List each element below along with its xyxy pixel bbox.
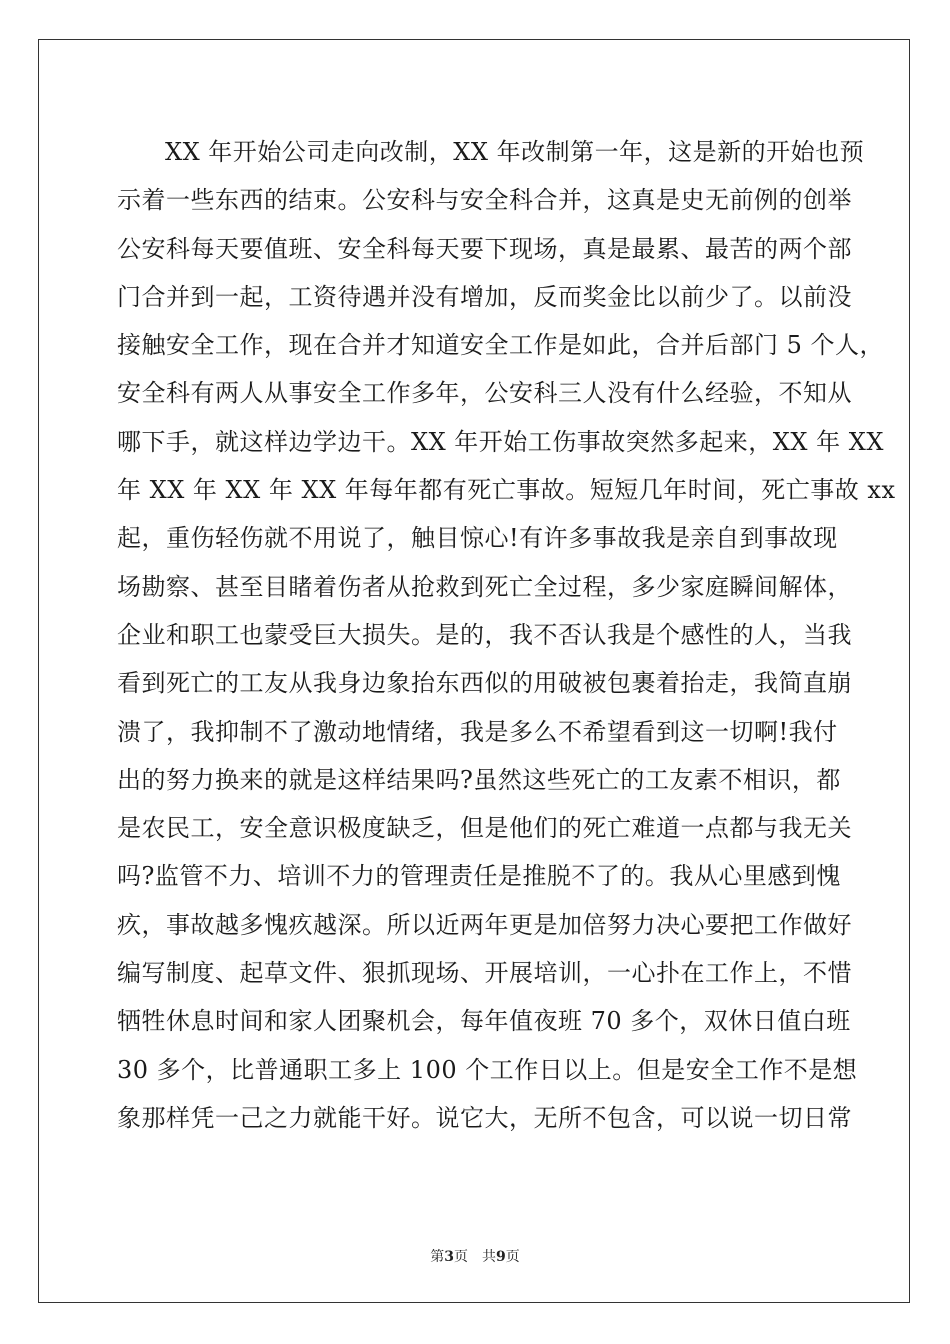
text-line: 企业和职工也蒙受巨大损失。是的，我不否认我是个感性的人，当我 bbox=[117, 620, 852, 649]
total-suffix: 页 bbox=[505, 1249, 520, 1265]
document-body bbox=[117, 128, 896, 1142]
text-line: 哪下手，就这样边学边干。XX 年开始工伤事故突然多起来，XX 年 XX bbox=[117, 427, 884, 456]
page-suffix: 页 bbox=[454, 1249, 468, 1265]
text-line: 疚，事故越多愧疚越深。所以近两年更是加倍努力决心要把工作做好 bbox=[117, 910, 852, 939]
text-line: 看到死亡的工友从我身边象抬东西似的用破被包裹着抬走，我简直崩 bbox=[117, 669, 852, 698]
text-line: 编写制度、起草文件、狠抓现场、开展培训，一心扑在工作上，不惜 bbox=[117, 959, 852, 988]
text-line: 安全科有两人从事安全工作多年，公安科三人没有什么经验，不知从 bbox=[117, 379, 852, 408]
text-line: 公安科每天要值班、安全科每天要下现场，真是最累、最苦的两个部 bbox=[117, 234, 852, 263]
page-footer bbox=[0, 1246, 950, 1266]
text-line: 场勘察、甚至目睹着伤者从抢救到死亡全过程，多少家庭瞬间解体， bbox=[117, 572, 852, 601]
text-line: 溃了，我抑制不了激动地情绪，我是多么不希望看到这一切啊!我付 bbox=[117, 717, 838, 746]
text-line: 是农民工，安全意识极度缺乏，但是他们的死亡难道一点都与我无关 bbox=[117, 814, 852, 843]
total-prefix: 共 bbox=[482, 1249, 496, 1265]
text-line: XX 年开始公司走向改制，XX 年改制第一年，这是新的开始也预 bbox=[165, 138, 865, 166]
text-line: 起，重伤轻伤就不用说了，触目惊心!有许多事故我是亲自到事故现 bbox=[117, 524, 838, 553]
page-prefix: 第 bbox=[430, 1249, 445, 1265]
text-line: 象那样凭一己之力就能干好。说它大，无所不包含，可以说一切日常 bbox=[117, 1103, 852, 1132]
text-line: 30 多个，比普通职工多上 100 个工作日以上。但是安全工作不是想 bbox=[117, 1055, 858, 1084]
text-line: 年 XX 年 XX 年 XX 年每年都有死亡事故。短短几年时间，死亡事故 xx bbox=[117, 476, 896, 505]
total-page-number: 9 bbox=[496, 1249, 506, 1265]
text-line: 吗?监管不力、培训不力的管理责任是推脱不了的。我从心里感到愧 bbox=[117, 862, 841, 891]
text-line: 门合并到一起，工资待遇并没有增加，反而奖金比以前少了。以前没 bbox=[117, 282, 852, 311]
text-line: 接触安全工作，现在合并才知道安全工作是如此，合并后部门 5 个人， bbox=[117, 331, 885, 360]
text-line: 示着一些东西的结束。公安科与安全科合并，这真是史无前例的创举 bbox=[117, 186, 852, 215]
text-line: 出的努力换来的就是这样结果吗?虽然这些死亡的工友素不相识，都 bbox=[117, 765, 841, 794]
current-page-number: 3 bbox=[444, 1249, 454, 1265]
text-line: 牺牲休息时间和家人团聚机会，每年值夜班 70 多个，双休日值白班 bbox=[117, 1007, 851, 1036]
